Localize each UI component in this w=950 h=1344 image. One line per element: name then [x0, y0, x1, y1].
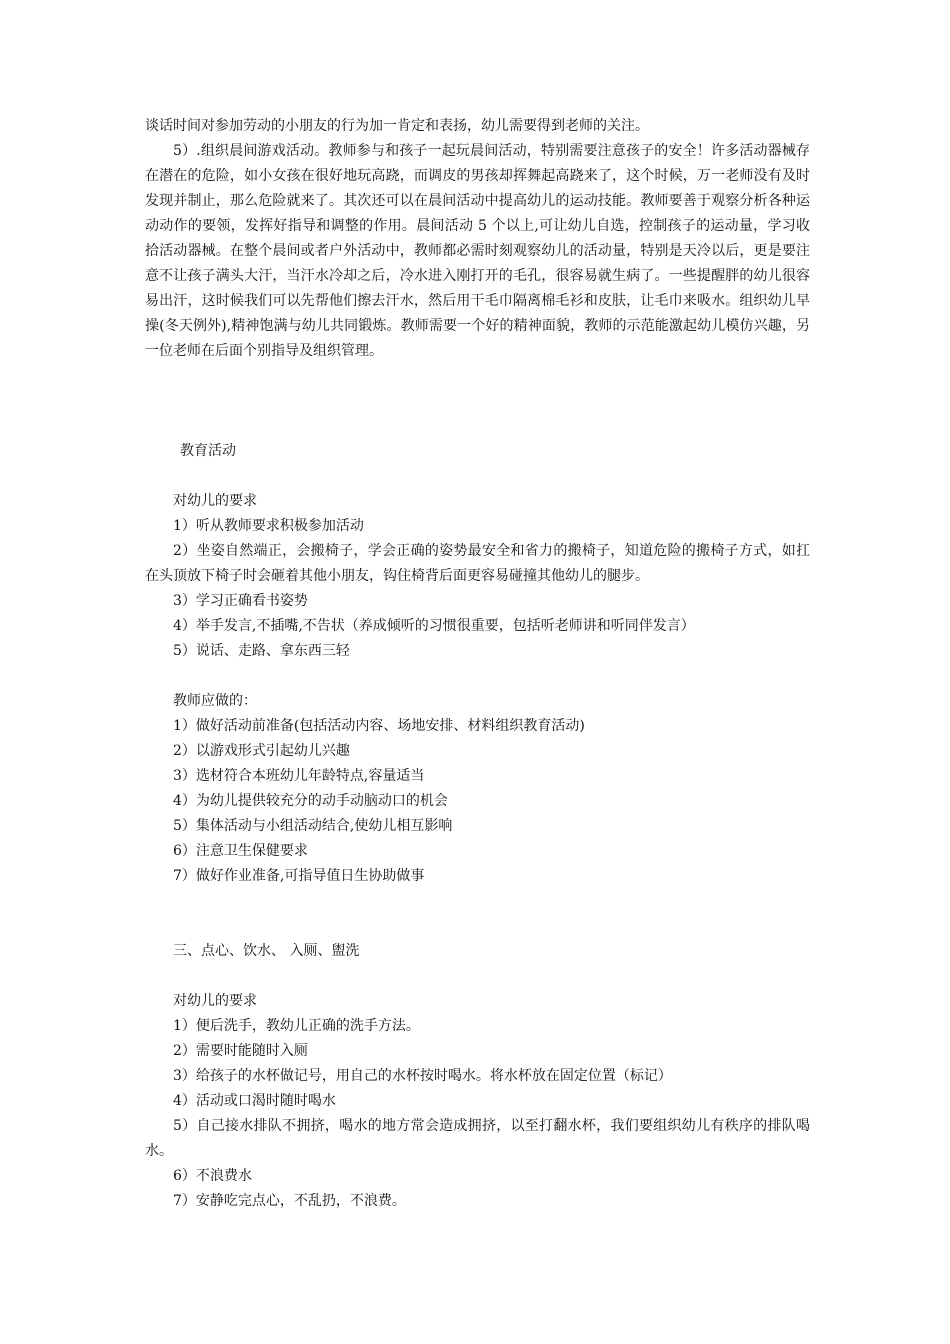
list-item: 1）便后洗手，教幼儿正确的洗手方法。 — [173, 1018, 420, 1034]
spacer — [145, 889, 810, 939]
list-item: 5）说话、走路、拿东西三轻 — [173, 643, 350, 659]
list-item: 2）以游戏形式引起幼儿兴趣 — [173, 743, 350, 759]
spacer — [145, 664, 810, 689]
list-item: 6）注意卫生保健要求 — [173, 843, 308, 859]
list-item: 5）自己接水排队不拥挤，喝水的地方常会造成拥挤，以至打翻水杯，我们要组织幼儿有秩序的排队喝水。 — [145, 1118, 810, 1159]
paragraph-morning-games: 5）.组织晨间游戏活动。教师参与和孩子一起玩晨间活动，特别需要注意孩子的安全！许多活动器械存在潜在的危险，如小女孩在很好地玩高跷，而调皮的男孩却挥舞起高跷来了，这个时候，万一老师没有及时发现并制止，那么危险就来了。其次还可以在晨间活动中提高幼儿的运动技能。教师要善于观察分析各种运动动作的要领，发挥好指导和调整的作用。晨间活动 5 个以上,可让幼儿自选，控制孩子的运动量，学习收拾活动器械。在整个晨间或者户外活动中，教师都必需时刻观察幼儿的活动量，特别是天冷以后，更是要注意不让孩子满头大汗，当汗水冷却之后，冷水进入刚打开的毛孔，很容易就生病了。一些提醒胖的幼儿很容易出汗，这时候我们可以先帮他们擦去汗水，然后用干毛巾隔离棉毛衫和皮肤，让毛巾来吸水。组织幼儿早操(冬天例外),精神饱满与幼儿共同锻炼。教师需要一个好的精神面貌，教师的示范能激起幼儿模仿兴趣，另一位老师在后面个别指导及组织管理。 — [145, 143, 810, 359]
spacer — [145, 364, 810, 414]
spacer — [145, 964, 810, 989]
section-title-snack-water-toilet: 三、点心、饮水、 入厕、盥洗 — [173, 943, 360, 959]
subsection-title-child-requirements: 对幼儿的要求 — [173, 993, 257, 1009]
list-item: 2）需要时能随时入厕 — [173, 1043, 308, 1059]
subsection-title-teacher-duties: 教师应做的： — [173, 693, 257, 709]
list-item: 5）集体活动与小组活动结合,使幼儿相互影响 — [173, 818, 453, 834]
list-item: 4）举手发言,不插嘴,不告状（养成倾听的习惯很重要，包括听老师讲和听同伴发言） — [173, 618, 695, 634]
list-item: 4）为幼儿提供较充分的动手动脑动口的机会 — [173, 793, 448, 809]
list-item: 7）做好作业准备,可指导值日生协助做事 — [173, 868, 425, 884]
spacer — [145, 464, 810, 489]
list-item: 4）活动或口渴时随时喝水 — [173, 1093, 336, 1109]
list-item: 7）安静吃完点心，不乱扔，不浪费。 — [173, 1193, 406, 1209]
section-title-education: 教育活动 — [180, 443, 236, 459]
list-item: 1）听从教师要求积极参加活动 — [173, 518, 364, 534]
paragraph-praise: 谈话时间对参加劳动的小朋友的行为加一肯定和表扬，幼儿需要得到老师的关注。 — [145, 118, 649, 134]
list-item: 1）做好活动前准备(包括活动内容、场地安排、材料组织教育活动) — [173, 718, 585, 734]
list-item: 3）给孩子的水杯做记号，用自己的水杯按时喝水。将水杯放在固定位置（标记） — [173, 1068, 672, 1084]
subsection-title-child-requirements: 对幼儿的要求 — [173, 493, 257, 509]
spacer — [145, 414, 810, 439]
list-item: 3）选材符合本班幼儿年龄特点,容量适当 — [173, 768, 425, 784]
list-item: 6）不浪费水 — [173, 1168, 252, 1184]
list-item: 3）学习正确看书姿势 — [173, 593, 308, 609]
document-page — [145, 114, 810, 1214]
list-item: 2）坐姿自然端正，会搬椅子，学会正确的姿势最安全和省力的搬椅子，知道危险的搬椅子方式，如扛在头顶放下椅子时会砸着其他小朋友，钩住椅背后面更容易碰撞其他幼儿的腿步。 — [145, 543, 810, 584]
